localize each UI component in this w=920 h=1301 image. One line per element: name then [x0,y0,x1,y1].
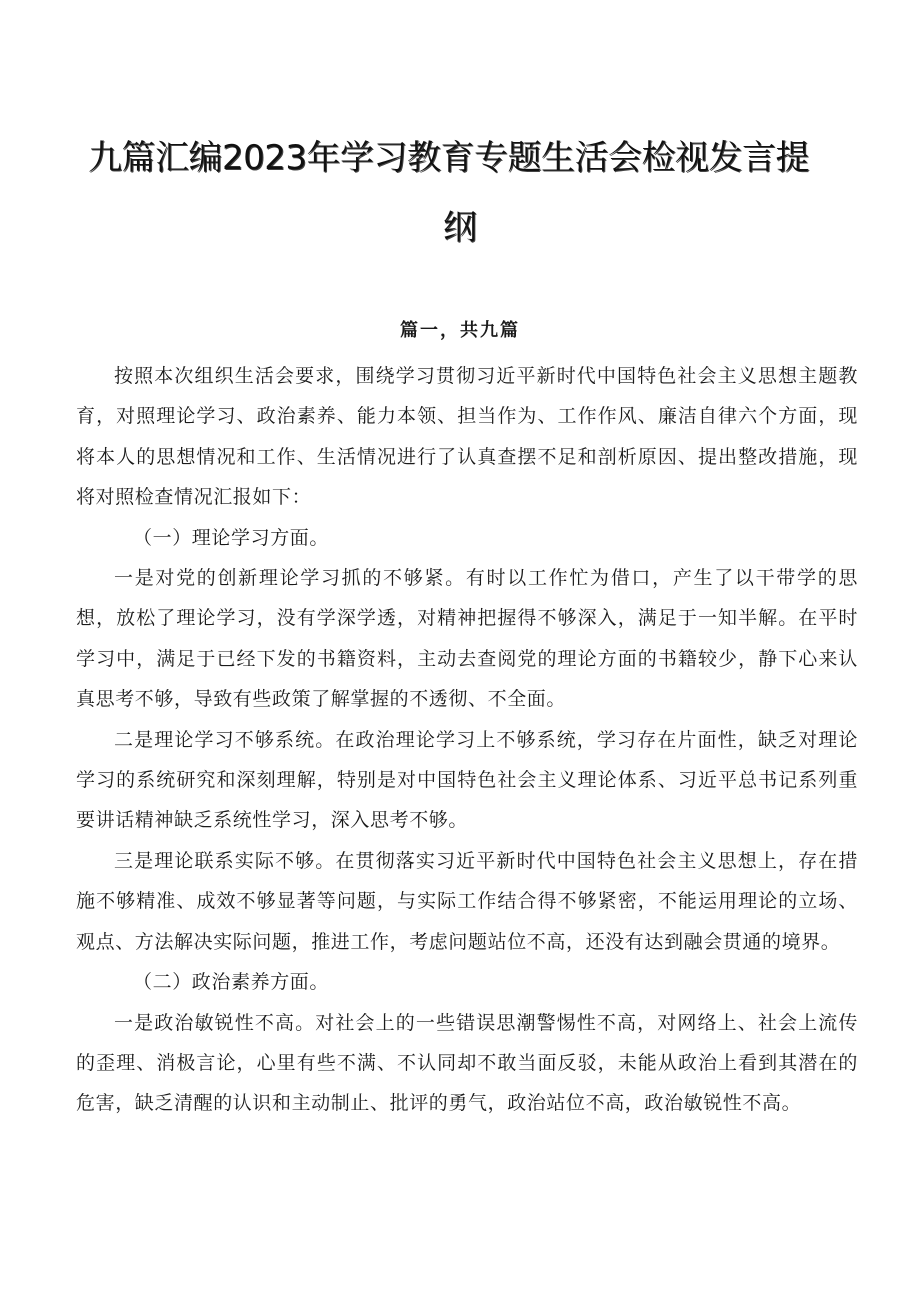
section-heading-theory: （一）理论学习方面。 [133,526,330,549]
section-heading-politics: （二）政治素养方面。 [133,971,330,994]
document-title: 九篇汇编2023年学习教育专题生活会检视发言提 [88,138,810,178]
document-body [76,356,858,1124]
body-paragraph: 一是政治敏锐性不高。对社会上的一些错误思潮警惕性不高，对网络上、社会上流传的歪理、消极言论，心里有些不满、不认同却不敢当面反驳，未能从政治上看到其潜在的危害，缺乏清醒的认识和主动制止、批评的勇气，政治站位不高，政治敏锐性不高。 [76,1011,858,1115]
body-paragraph: 一是对党的创新理论学习抓的不够紧。有时以工作忙为借口，产生了以干带学的思想，放松了理论学习，没有学深学透，对精神把握得不够深入，满足于一知半解。在平时学习中，满足于已经下发的书籍资料，主动去查阅党的理论方面的书籍较少，静下心来认真思考不够，导致有些政策了解掌握的不透彻、不全面。 [76,567,858,711]
document-title-continued: 纲 [443,208,477,248]
body-paragraph: 三是理论联系实际不够。在贯彻落实习近平新时代中国特色社会主义思想上，存在措施不够精准、成效不够显著等问题，与实际工作结合得不够紧密，不能运用理论的立场、观点、方法解决实际问题，推进工作，考虑问题站位不高，还没有达到融会贯通的境界。 [76,849,858,953]
body-paragraph: 二是理论学习不够系统。在政治理论学习上不够系统，学习存在片面性，缺乏对理论学习的系统研究和深刻理解，特别是对中国特色社会主义理论体系、习近平总书记系列重要讲话精神缺乏系统性学习，深入思考不够。 [76,728,858,832]
intro-paragraph: 按照本次组织生活会要求，围绕学习贯彻习近平新时代中国特色社会主义思想主题教育，对照理论学习、政治素养、能力本领、担当作为、工作作风、廉洁自律六个方面，现将本人的思想情况和工作、生活情况进行了认真查摆不足和剖析原因、提出整改措施，现将对照检查情况汇报如下： [76,365,858,509]
section-subtitle: 篇一，共九篇 [400,320,520,341]
